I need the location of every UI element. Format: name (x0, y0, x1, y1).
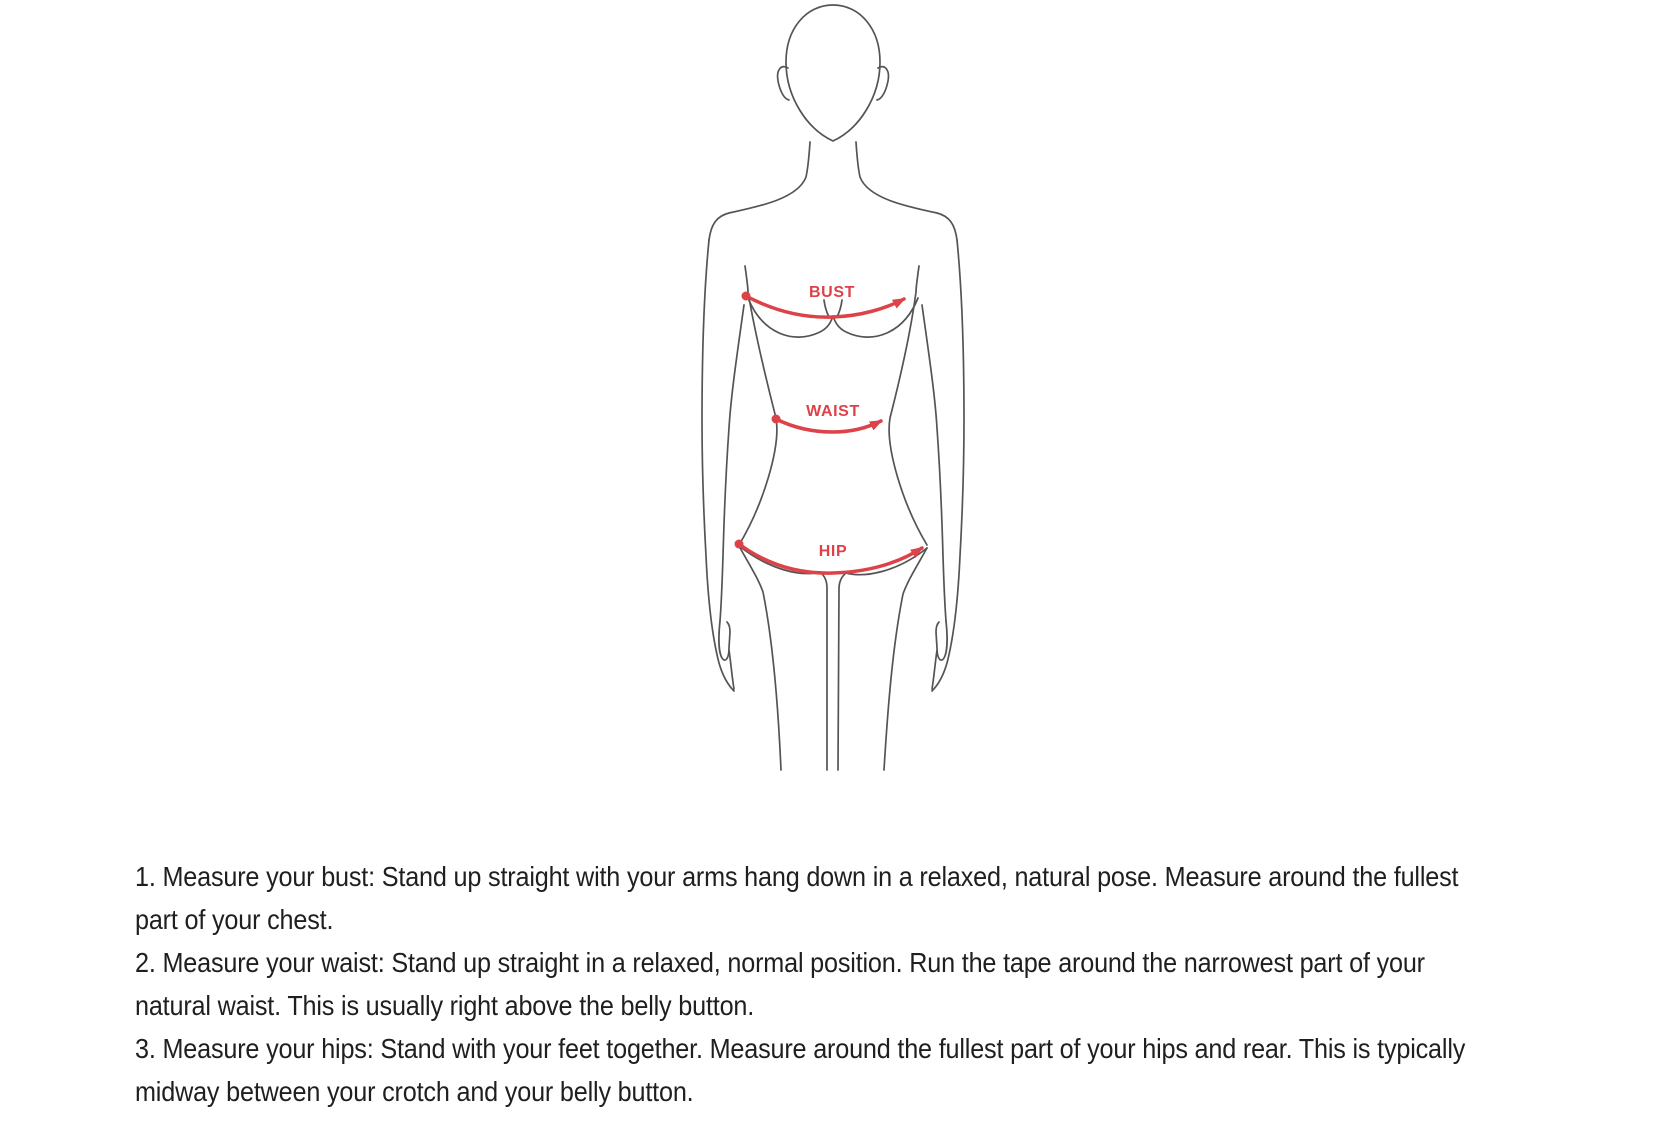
instruction-item-waist (135, 941, 1665, 1027)
body-measurement-diagram (650, 0, 1020, 790)
right-outer-leg (884, 548, 927, 770)
hip-label: HIP (818, 543, 848, 560)
instruction-line: 3. Measure your hips: Stand with your feet together. Measure around the fullest part of your hips and rear. This is typically (135, 1033, 1466, 1064)
body-outline (702, 5, 964, 770)
head-outline (786, 5, 880, 141)
right-hand (932, 621, 947, 689)
bust-label: BUST (809, 284, 855, 301)
waist-arrow (776, 419, 881, 432)
waist-arrow-dot (772, 415, 781, 424)
instruction-item-bust (135, 855, 1665, 941)
measurement-arrows (735, 292, 923, 574)
waist-label: WAIST (806, 403, 860, 420)
right-arm-outer (932, 240, 964, 691)
instruction-line: 1. Measure your bust: Stand up straight with your arms hang down in a relaxed, natural pose. Measure around the fullest (135, 861, 1459, 892)
instruction-line: midway between your crotch and your belly button. (135, 1076, 694, 1107)
measurement-instructions (135, 855, 1665, 1113)
left-hand (719, 621, 734, 689)
hip-arrow-dot (735, 540, 744, 549)
left-arm-outer (702, 240, 734, 691)
instruction-item-hips (135, 1027, 1665, 1113)
left-arm-inner (720, 305, 744, 621)
left-neck-shoulder (709, 142, 810, 240)
instruction-line: 2. Measure your waist: Stand up straight in a relaxed, normal position. Run the tape around the narrowest part of your (135, 947, 1425, 978)
right-inner-leg (838, 573, 846, 770)
right-neck-shoulder (856, 142, 957, 240)
right-torso-side (889, 266, 927, 545)
left-outer-leg (739, 546, 781, 770)
body-figure-svg (650, 0, 1020, 790)
bust-arrow-dot (742, 292, 751, 301)
instruction-line: part of your chest. (135, 904, 334, 935)
right-arm-inner (922, 305, 946, 621)
instruction-line: natural waist. This is usually right above the belly button. (135, 990, 755, 1021)
left-inner-leg (820, 572, 827, 770)
center-bust-lines (824, 300, 842, 317)
